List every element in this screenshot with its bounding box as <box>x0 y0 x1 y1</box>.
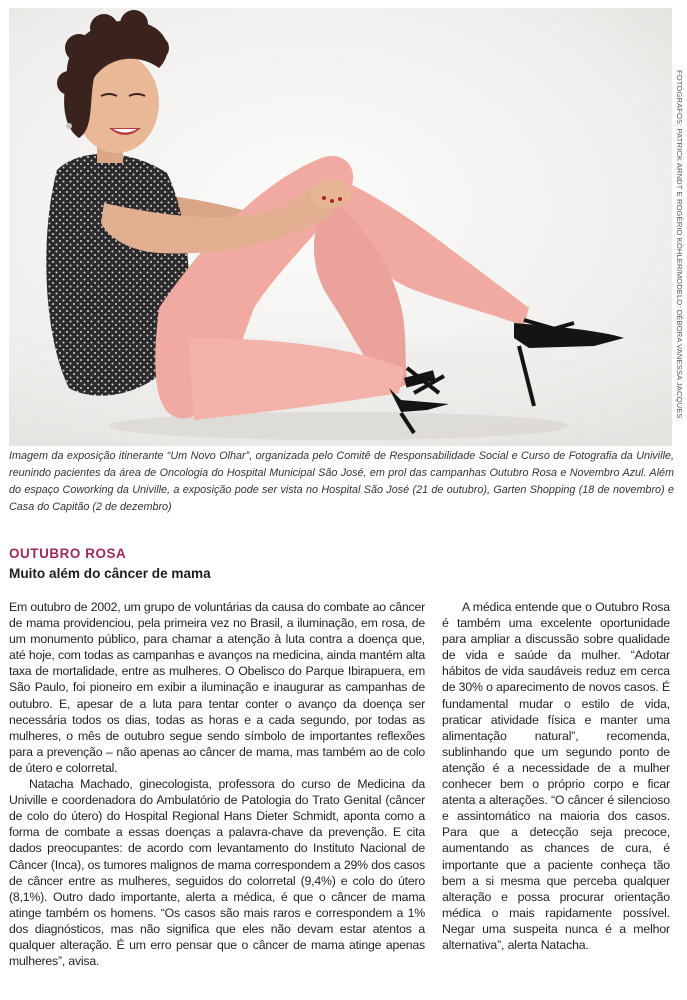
article-headline: Muito além do câncer de mama <box>9 566 211 581</box>
photo-illustration <box>9 8 672 446</box>
section-kicker: OUTUBRO ROSA <box>9 546 127 561</box>
article-column-right <box>442 599 670 953</box>
body-paragraph: Em outubro de 2002, um grupo de voluntárias da causa do combate ao câncer de mama providenciou, pela primeira vez no Brasil, a iluminação, em rosa, de um monumento público, para chamar a atenção à luta contra a doença que, até hoje, com todas as campanhas e avanços na medicina, ainda mantém alta taxa de mortalidade, entre as mulheres. O Obelisco do Parque Ibirapuera, em São Paulo, foi pioneiro em exibir a iluminação e inaugurar as campanhas de outubro. E, apesar de a luta para tentar conter o avanço da doença ser necessária todos os dias, todas as horas e a cada segundo, por todas as mulheres, o mês de outubro segue sendo símbolo de importantes reflexões para a prevenção – não apenas ao câncer de mama, mas também ao de colo de útero e colorretal. <box>9 600 425 775</box>
body-paragraph: Natacha Machado, ginecologista, professora do curso de Medicina da Univille e coordenadora do Ambulatório de Patologia do Trato Genital (câncer de colo do útero) do Hospital Regional Hans Dieter Schmidt, aponta como a forma de combate a essas doenças a palavra-chave da prevenção. E cita dados preocupantes: de acordo com levantamento do Instituto Nacional de Câncer (Inca), os tumores malignos de mama correspondem a 29% dos casos de câncer entre as mulheres, seguidos do colorretal (9,4%) e colo do útero (8,1%). Outro dado importante, alerta a médica, é que o câncer de mama atinge também os homens. “Os casos são mais raros e correspondem a 1% dos diagnósticos, mas não significa que eles não devam estar atentos a qualquer alteração. É um erro pensar que o câncer de mama atinge apenas mulheres”, avisa. <box>9 777 425 969</box>
article-column-left <box>9 599 425 969</box>
body-paragraph: A médica entende que o Outubro Rosa é também uma excelente oportunidade para ampliar a discussão sobre qualidade de vida e saúde da mulher. “Adotar hábitos de vida saudáveis reduz em cerca de 30% o aparecimento de novos casos. É fundamental mudar o estilo de vida, praticar atividade física e manter uma alimentação natural”, recomenda, sublinhando que um segundo ponto de atenção é a necessidade de a mulher conhecer bem o próprio corpo e ficar atenta a alterações. “O câncer é silencioso e assintomático na maioria dos casos. Para que a detecção seja precoce, aumentando as chances de cura, é importante que a paciente conheça tão bem a si mesma que perceba qualquer alteração e possa procurar orientação médica o mais rapidamente possível. Negar uma suspeita nunca é a melhor alternativa”, alerta Natacha. <box>442 600 670 952</box>
photo-caption: Imagem da exposição itinerante “Um Novo Olhar”, organizada pelo Comitê de Responsabilidade Social e Curso de Fotografia da Univille, reunindo pacientes da área de Oncologia do Hospital Municipal São José, em prol das campanhas Outubro Rosa e Novembro Azul. Além do espaço Coworking da Univille, a exposição pode ser vista no Hospital São José (21 de outubro), Garten Shopping (18 de novembro) e Casa do Capitão (2 de dezembro) <box>9 450 674 513</box>
article-photo <box>9 8 672 446</box>
photo-credit: FOTÓGRAFOS: PATRICK ARNDT E ROGÉRIO KÖHLER/MODELO: DÉBORA VANESSA JACQUES <box>675 70 684 419</box>
